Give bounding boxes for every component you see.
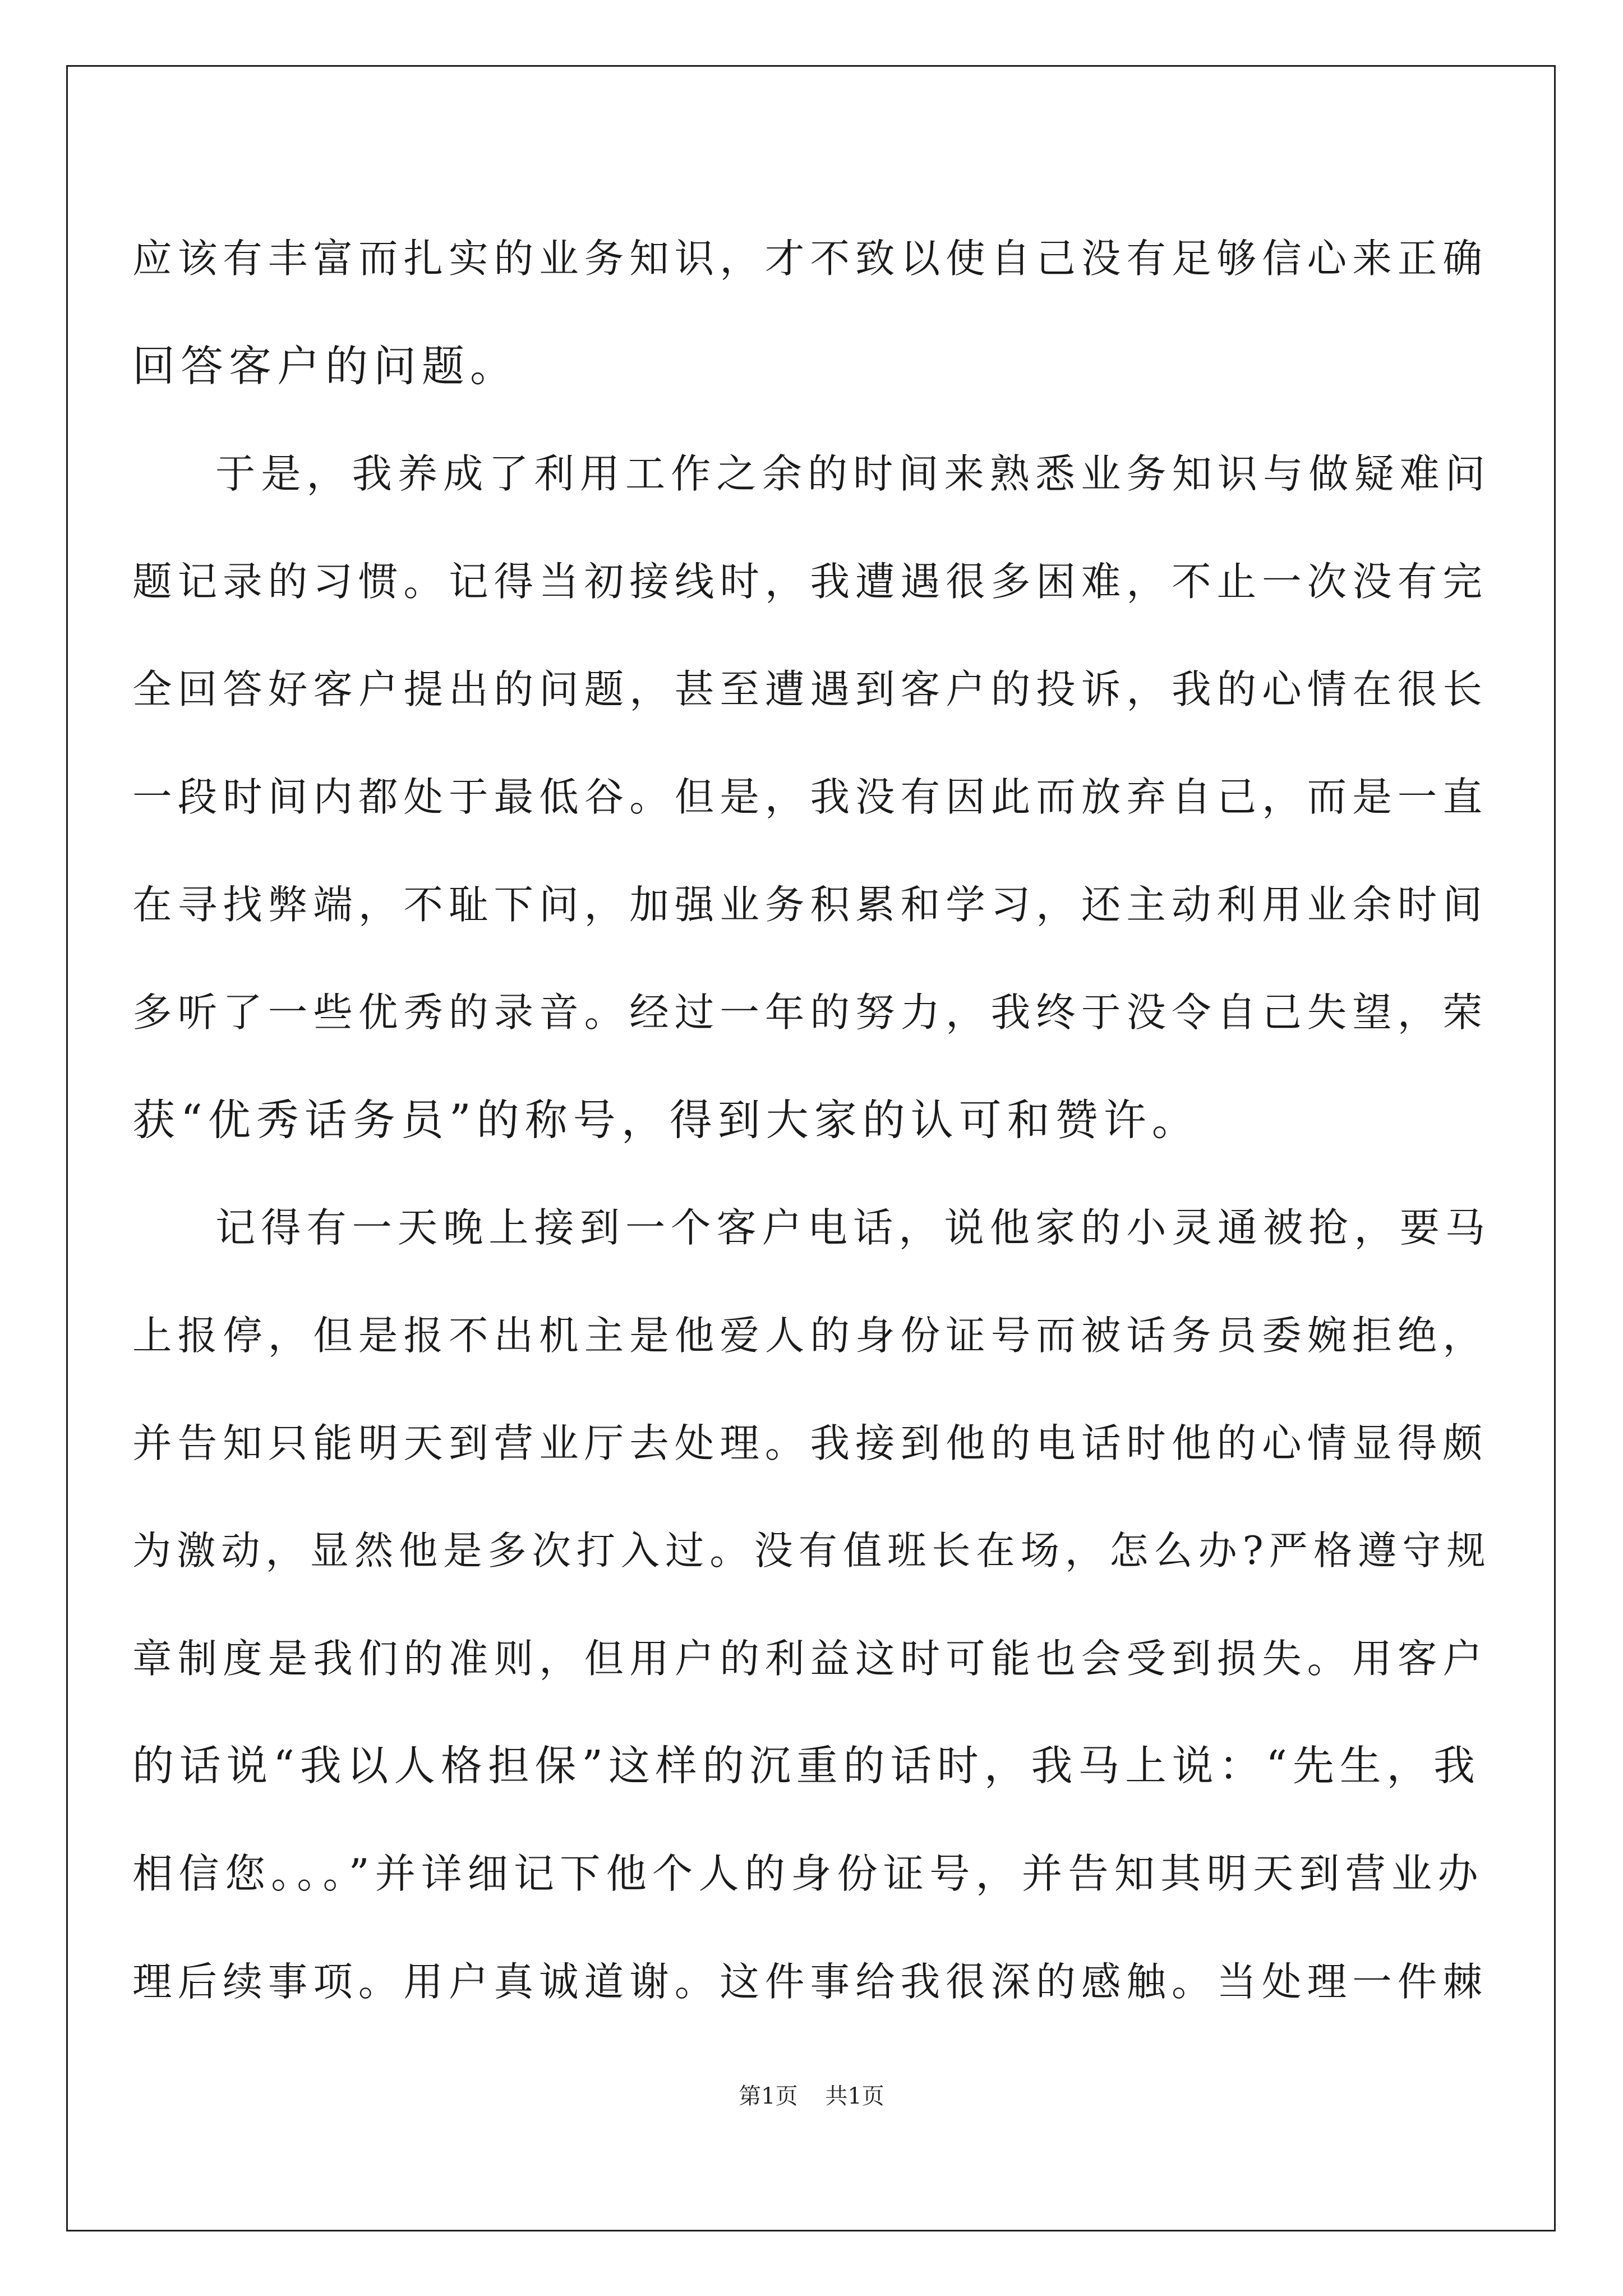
text-line: 多听了一些优秀的录音。经过一年的努力，我终于没令自己失望，荣 bbox=[132, 989, 1488, 1036]
text-line: 在寻找弊端，不耻下问，加强业务积累和学习，还主动利用业余时间 bbox=[132, 881, 1488, 928]
page-footer bbox=[0, 2078, 1623, 2110]
text-line: 上报停，但是报不出机主是他爱人的身份证号而被话务员委婉拒绝， bbox=[132, 1312, 1488, 1359]
page-number: 第1页 bbox=[739, 2083, 798, 2109]
text-line: 并告知只能明天到营业厅去处理。我接到他的电话时他的心情显得颇 bbox=[132, 1420, 1488, 1466]
text-line: 于是，我养成了利用工作之余的时间来熟悉业务知识与做疑难问 bbox=[215, 450, 1491, 497]
text-line: 为激动，显然他是多次打入过。没有值班长在场，怎么办?严格遵守规 bbox=[132, 1529, 1491, 1573]
text-line: 全回答好客户提出的问题，甚至遭遇到客户的投诉，我的心情在很长 bbox=[132, 666, 1488, 712]
text-line: 理后续事项。用户真诚道谢。这件事给我很深的感触。当处理一件棘 bbox=[132, 1958, 1488, 2005]
text-line: 获“优秀话务员”的称号，得到大家的认可和赞许。 bbox=[132, 1095, 1200, 1145]
text-line: 回答客户的问题。 bbox=[132, 341, 518, 391]
total-pages: 共1页 bbox=[825, 2083, 884, 2109]
document-body bbox=[132, 205, 1490, 2036]
text-line: 题记录的习惯。记得当初接线时，我遭遇很多困难，不止一次没有完 bbox=[132, 558, 1488, 605]
text-line: 一段时间内都处于最低谷。但是，我没有因此而放弃自己，而是一直 bbox=[132, 774, 1488, 820]
text-line: 应该有丰富而扎实的业务知识，才不致以使自己没有足够信心来正确 bbox=[132, 235, 1488, 282]
text-line: 的话说“我以人格担保”这样的沉重的话时，我马上说：“先生，我 bbox=[132, 1742, 1481, 1790]
text-line: 章制度是我们的准则，但用户的利益这时可能也会受到损失。用客户 bbox=[132, 1635, 1488, 1682]
text-line: 记得有一天晚上接到一个客户电话，说他家的小灵通被抢，要马 bbox=[215, 1204, 1491, 1251]
text-line: 相信您。。。”并详细记下他个人的身份证号，并告知其明天到营业办 bbox=[132, 1851, 1484, 1898]
